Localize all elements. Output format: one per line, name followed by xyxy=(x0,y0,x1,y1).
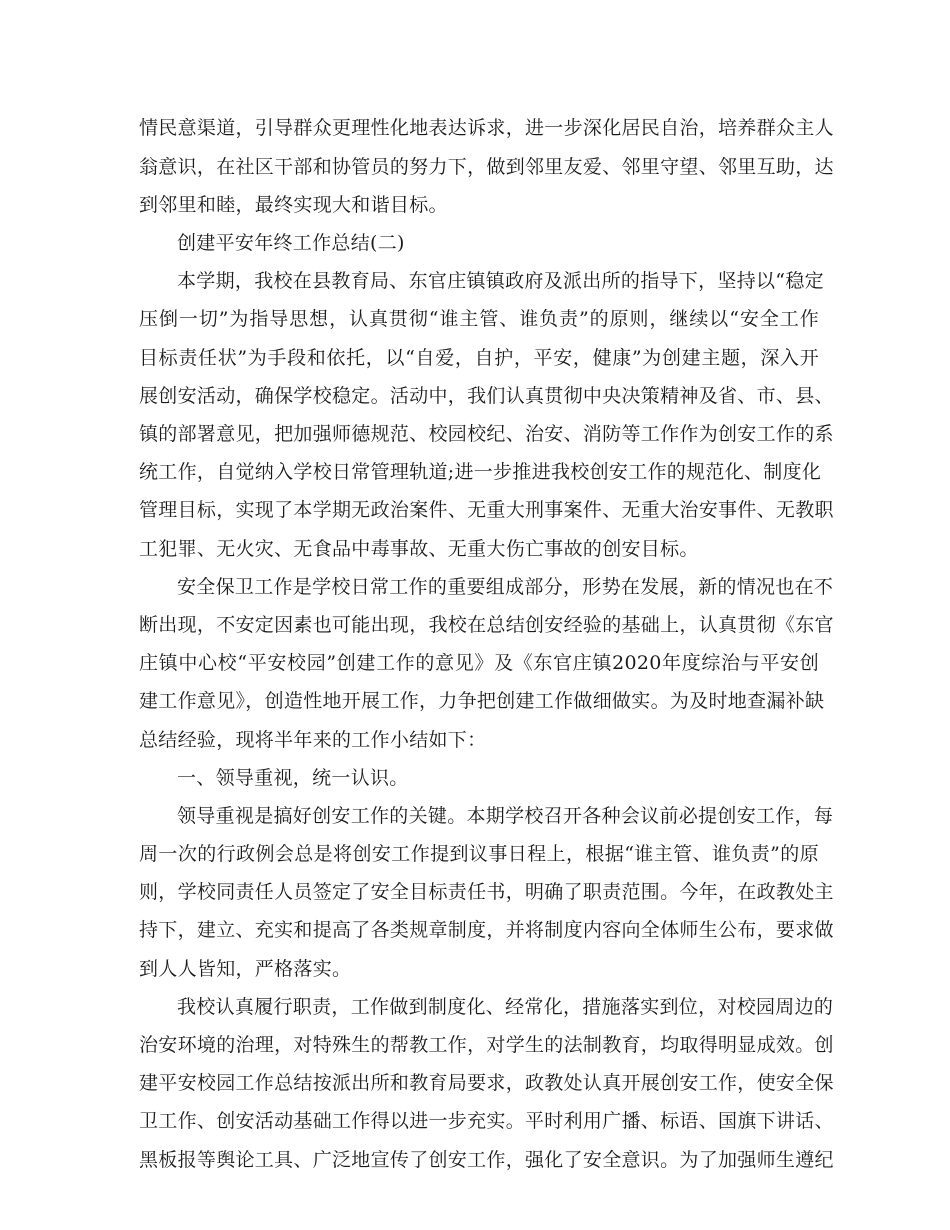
section-heading: 一、领导重视，统一认识。 xyxy=(177,767,409,789)
paragraph-line: 安全保卫工作是学校日常工作的重要组成部分，形势在发展，新的情况也在不 xyxy=(177,576,834,598)
paragraph-line: 展创安活动，确保学校稳定。活动中，我们认真贯彻中央决策精神及省、市、县、 xyxy=(139,385,834,407)
paragraph-line: 建平安校园工作总结按派出所和教育局要求，政教处认真开展创安工作，使安全保 xyxy=(139,1072,834,1094)
paragraph-line: 卫工作、创安活动基础工作得以进一步充实。平时利用广播、标语、国旗下讲话、 xyxy=(139,1110,834,1132)
paragraph-line: 工犯罪、无火灾、无食品中毒事故、无重大伤亡事故的创安目标。 xyxy=(139,538,699,560)
paragraph-line: 治安环境的治理，对特殊生的帮教工作，对学生的法制教育，均取得明显成效。创 xyxy=(139,1034,834,1056)
paragraph-line: 统工作，自觉纳入学校日常管理轨道;进一步推进我校创安工作的规范化、制度化 xyxy=(139,461,822,483)
paragraph-line: 压倒一切”为指导思想，认真贯彻“谁主管、谁负责”的原则，继续以“安全工作 xyxy=(139,308,819,330)
paragraph-line: 断出现，不安定因素也可能出现，我校在总结创安经验的基础上，认真贯彻《东官 xyxy=(139,614,834,636)
paragraph-line: 到人人皆知，严格落实。 xyxy=(139,958,352,980)
paragraph-line: 翁意识，在社区干部和协管员的努力下，做到邻里友爱、邻里守望、邻里互助，达 xyxy=(139,156,834,178)
paragraph-line: 建工作意见》，创造性地开展工作，力争把创建工作做细做实。为及时地查漏补缺 xyxy=(139,690,825,712)
paragraph-line: 情民意渠道，引导群众更理性化地表达诉求，进一步深化居民自治，培养群众主人 xyxy=(139,117,834,139)
paragraph-line: 总结经验，现将半年来的工作小结如下： xyxy=(139,729,487,751)
paragraph-line: 我校认真履行职责，工作做到制度化、经常化，措施落实到位，对校园周边的 xyxy=(177,996,834,1018)
paragraph-line: 到邻里和睦，最终实现大和谐目标。 xyxy=(139,194,448,216)
paragraph-line: 庄镇中心校“平安校园”创建工作的意见》及《东官庄镇2020年度综治与平安创 xyxy=(139,652,819,674)
paragraph-line: 则，学校同责任人员签定了安全目标责任书，明确了职责范围。今年，在政教处主 xyxy=(139,881,834,903)
paragraph-line: 持下，建立、充实和提高了各类规章制度，并将制度内容向全体师生公布，要求做 xyxy=(139,919,834,941)
paragraph-line: 本学期，我校在县教育局、东官庄镇镇政府及派出所的指导下，坚持以“稳定 xyxy=(177,270,824,292)
paragraph-line: 镇的部署意见，把加强师德规范、校园校纪、治安、消防等工作作为创安工作的系 xyxy=(139,423,834,445)
paragraph-line: 目标责任状”为手段和依托，以“自爱，自护，平安，健康”为创建主题，深入开 xyxy=(139,347,819,369)
section-heading: 创建平安年终工作总结(二) xyxy=(177,232,405,254)
paragraph-line: 周一次的行政例会总是将创安工作提到议事日程上，根据“谁主管、谁负责”的原 xyxy=(139,843,819,865)
paragraph-line: 管理目标，实现了本学期无政治案件、无重大刑事案件、无重大治安事件、无教职 xyxy=(139,499,834,521)
paragraph-line: 黑板报等舆论工具、广泛地宣传了创安工作，强化了安全意识。为了加强师生遵纪 xyxy=(139,1149,834,1171)
paragraph-line: 领导重视是搞好创安工作的关键。本期学校召开各种会议前必提创安工作，每 xyxy=(177,805,834,827)
